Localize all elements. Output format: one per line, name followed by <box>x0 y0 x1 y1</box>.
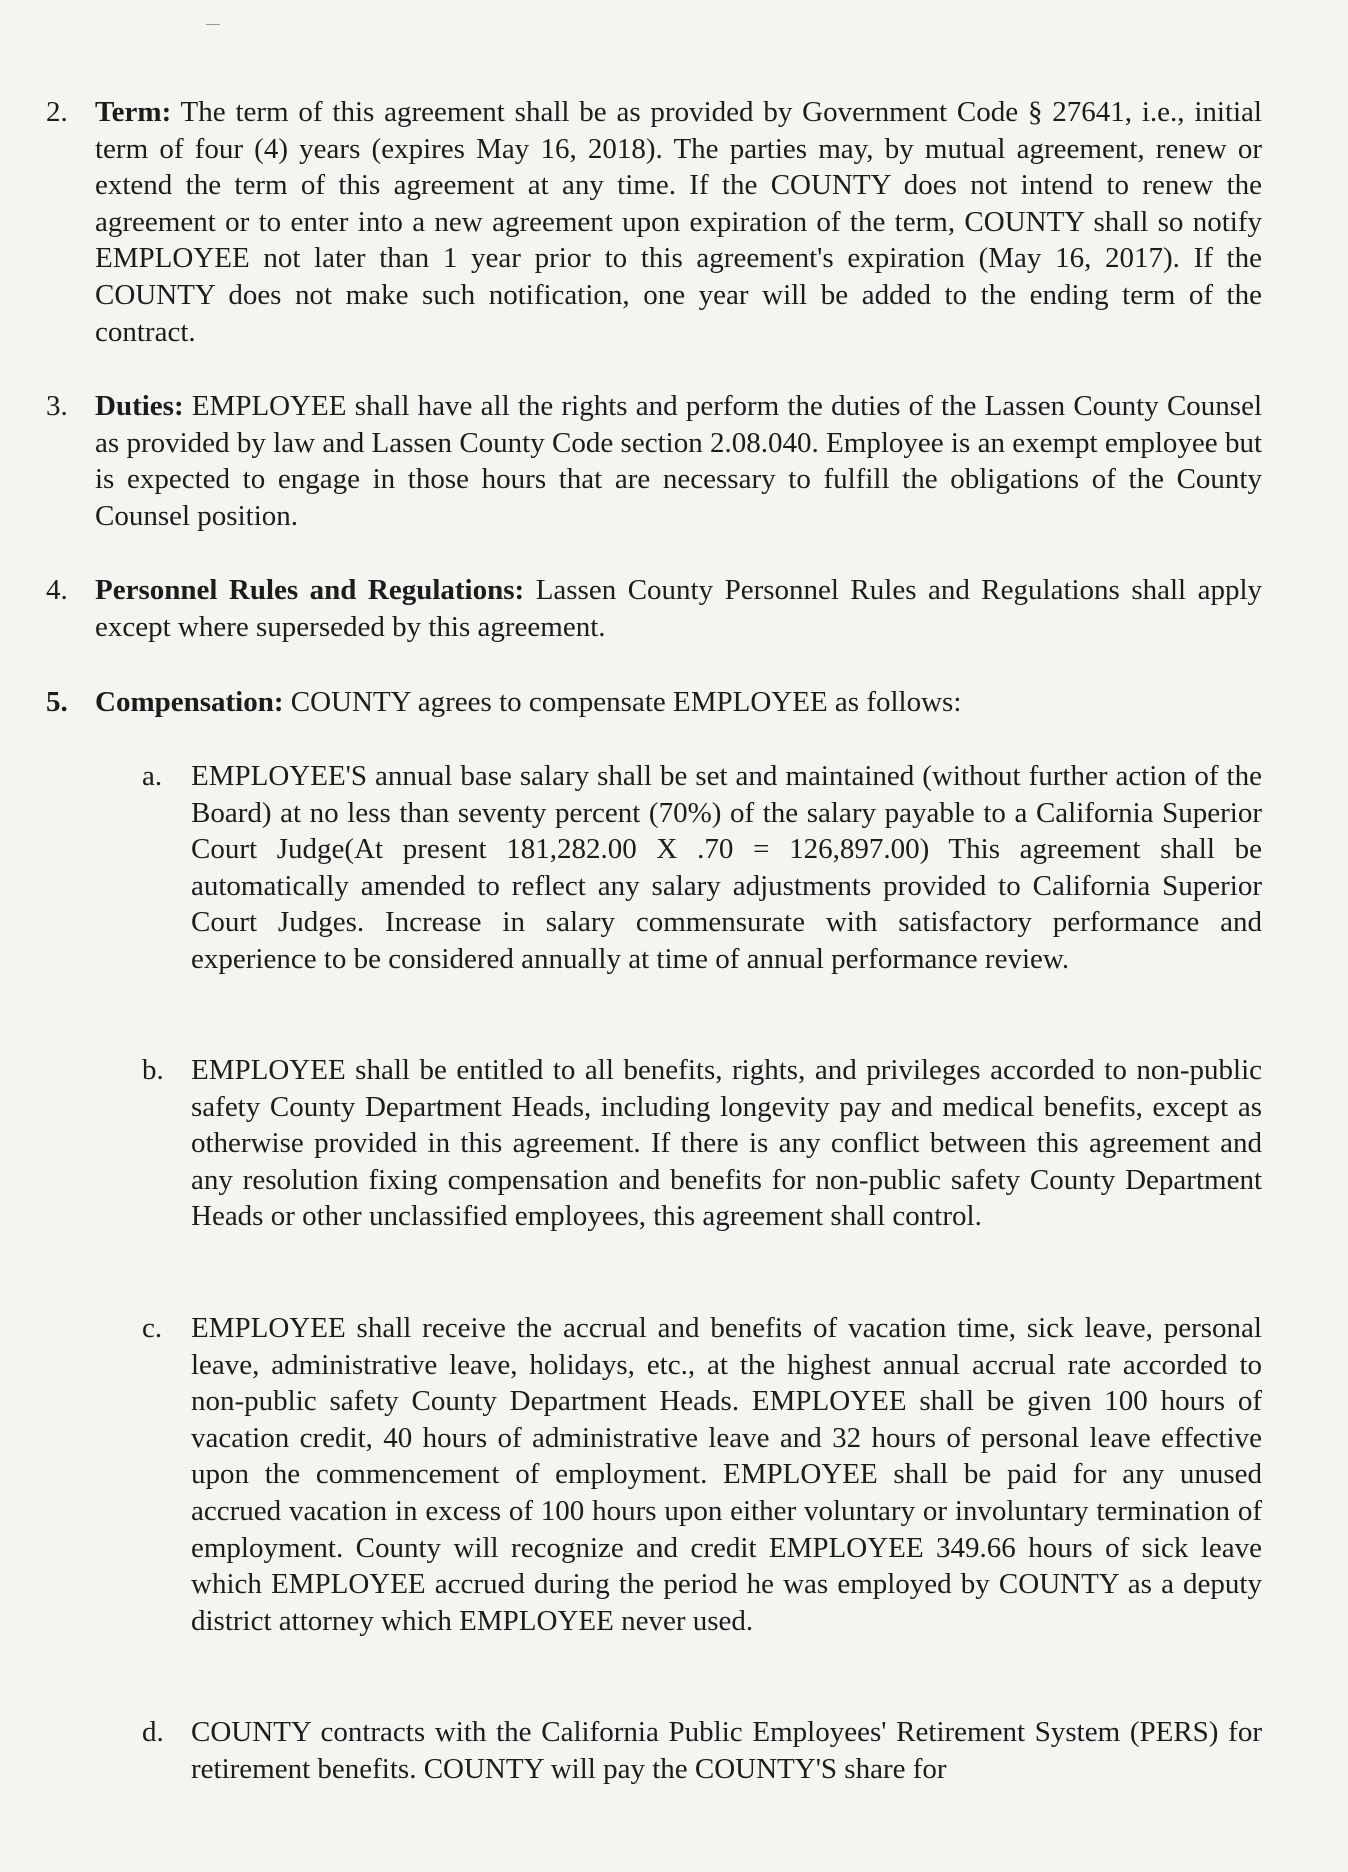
section-text: Lassen County Personnel Rules and Regulations shall apply except where superseded by this agreement. <box>95 574 1263 643</box>
section-personnel-rules <box>46 572 1262 645</box>
subsection-d <box>142 1714 1262 1787</box>
section-text: EMPLOYEE shall have all the rights and perform the duties of the Lassen County Counsel as provided by law and Lassen County Code section 2.08.040. Employee is an exempt employee but is expected to engage in those hours that are necessary to fulfill the obligations of the County Counsel position. <box>95 390 1263 532</box>
section-number: 3. <box>46 390 68 422</box>
section-heading: Personnel Rules and Regulations: <box>95 574 525 606</box>
section-number: 5. <box>46 686 68 718</box>
subsection-letter: b. <box>142 1054 164 1086</box>
subsection-letter: d. <box>142 1716 164 1748</box>
section-heading: Compensation: <box>95 686 284 718</box>
subsection-text: EMPLOYEE shall receive the accrual and benefits of vacation time, sick leave, personal leave, administrative leave, holidays, etc., at the highest annual accrual rate accorded to non-public safety County Department Heads. EMPLOYEE shall be given 100 hours of vacation credit, 40 hours of administrative leave and 32 hours of personal leave effective upon the commencement of employment. EMPLOYEE shall be paid for any unused accrued vacation in excess of 100 hours upon either voluntary or involuntary termination of employment. County will recognize and credit EMPLOYEE 349.66 hours of sick leave which EMPLOYEE accrued during the period he was employed by COUNTY as a deputy district attorney which EMPLOYEE never used. <box>191 1312 1262 1637</box>
section-term <box>46 94 1262 350</box>
section-body <box>95 684 1262 721</box>
subsection-letter: a. <box>142 760 163 792</box>
section-compensation <box>46 684 1262 721</box>
subsection-b <box>142 1052 1262 1235</box>
section-duties <box>46 388 1262 534</box>
subsection-a <box>142 758 1262 978</box>
section-number: 2. <box>46 96 68 128</box>
section-body <box>95 572 1262 645</box>
scan-mark <box>206 24 220 25</box>
subsection-text: EMPLOYEE'S annual base salary shall be set and maintained (without further action of the Board) at no less than seventy percent (70%) of the salary payable to a California Superior Court Judge(At present 181,282.00 X .70 = 126,897.00) This agreement shall be automatically amended to reflect any salary adjustments provided to California Superior Court Judges. Increase in salary commensurate with satisfactory performance and experience to be considered annually at time of annual performance review. <box>191 760 1262 975</box>
subsection-letter: c. <box>142 1312 163 1344</box>
subsection-text: COUNTY contracts with the California Public Employees' Retirement System (PERS) for retirement benefits. COUNTY will pay the COUNTY'S share for <box>191 1716 1262 1785</box>
section-heading: Duties: <box>95 390 184 422</box>
section-heading: Term: <box>95 96 172 128</box>
subsection-c <box>142 1310 1262 1639</box>
section-body <box>95 388 1262 534</box>
subsection-text: EMPLOYEE shall be entitled to all benefits, rights, and privileges accorded to non-public safety County Department Heads, including longevity pay and medical benefits, except as otherwise provided in this agreement. If there is any conflict between this agreement and any resolution fixing compensation and benefits for non-public safety County Department Heads or other unclassified employees, this agreement shall control. <box>191 1054 1262 1233</box>
section-text: COUNTY agrees to compensate EMPLOYEE as follows: <box>290 686 962 718</box>
section-text: The term of this agreement shall be as provided by Government Code § 27641, i.e., initial term of four (4) years (expires May 16, 2018). The parties may, by mutual agreement, renew or extend the term of this agreement at any time. If the COUNTY does not intend to renew the agreement or to enter into a new agreement upon expiration of the term, COUNTY shall so notify EMPLOYEE not later than 1 year prior to this agreement's expiration (May 16, 2017). If the COUNTY does not make such notification, one year will be added to the ending term of the contract. <box>95 96 1262 348</box>
section-body <box>95 94 1262 350</box>
section-number: 4. <box>46 574 68 606</box>
